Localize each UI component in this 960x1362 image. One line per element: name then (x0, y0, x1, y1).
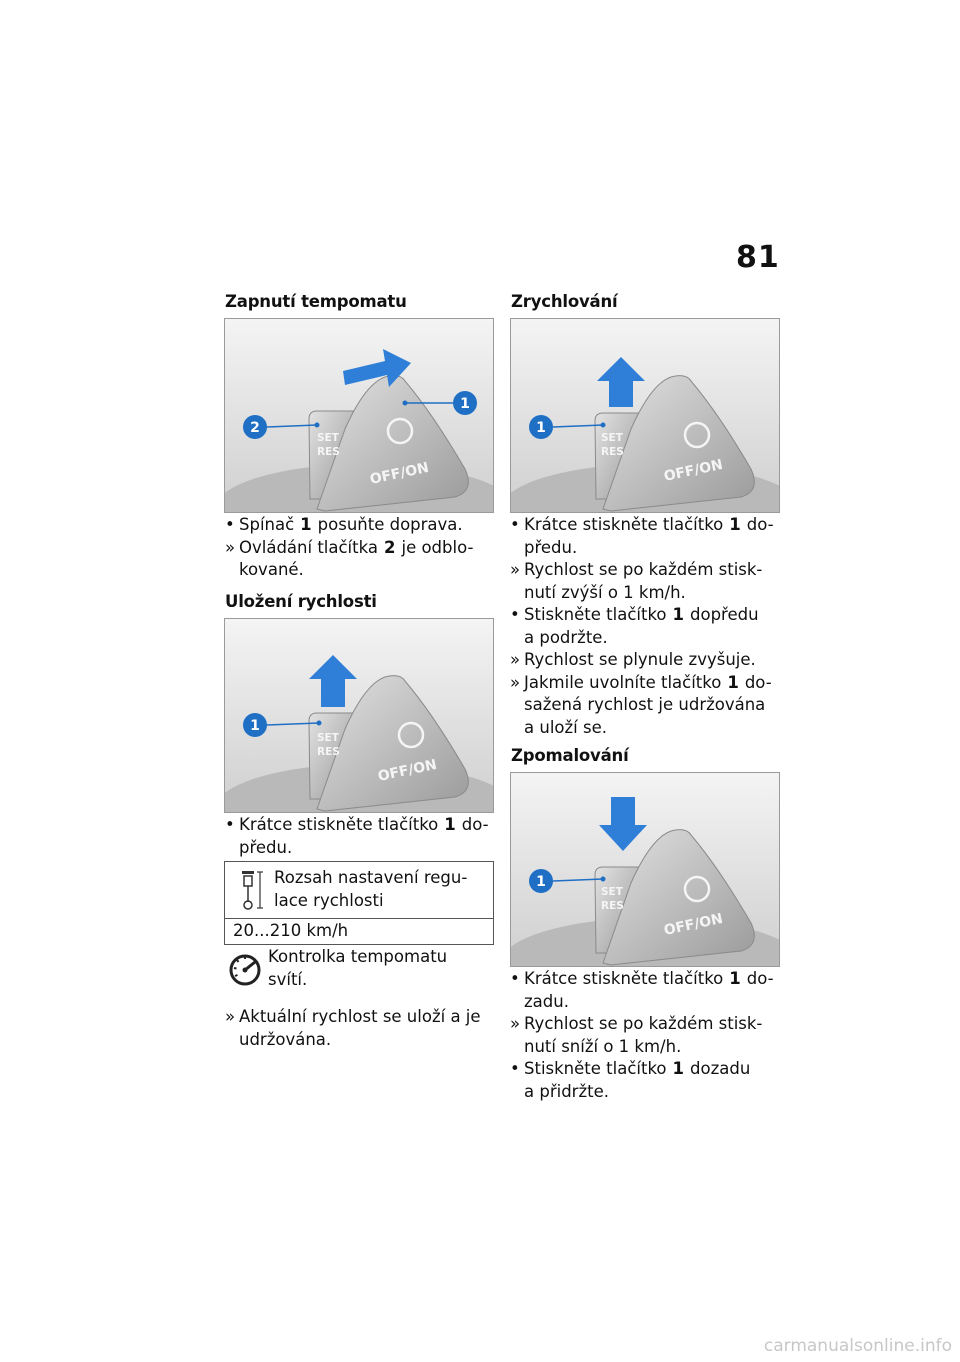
watermark-link[interactable]: carmanualsonline.info (763, 1336, 952, 1356)
table-header-row (225, 862, 493, 919)
switch-illustration (511, 773, 779, 966)
cruise-control-indicator-icon (227, 951, 263, 991)
page-number: 81 (736, 240, 780, 275)
zpomalovani-steps (510, 968, 785, 1103)
speed-range-icon (239, 868, 265, 912)
section-title-zrychlovani: Zrychlování (511, 292, 618, 311)
list-item: » Rychlost se po každém stisk- (510, 1014, 763, 1033)
list-item: • Krátce stiskněte tlačítko 1 do- (510, 515, 774, 534)
switch-illustration (225, 619, 493, 812)
offon-label: OFF/ON (376, 756, 439, 785)
section-title-ulozeni: Uložení rychlosti (225, 592, 377, 611)
figure-zapnuti (224, 318, 494, 513)
list-item: » Aktuální rychlost se uloží a je (225, 1007, 481, 1026)
list-item: udržována. (239, 1029, 332, 1049)
svg-text:1: 1 (536, 420, 546, 436)
list-item: nutí zvýší o 1 km/h. (524, 582, 686, 602)
list-item: a uloží se. (524, 717, 607, 737)
switch-illustration (225, 319, 493, 512)
list-item: • Spínač 1 posuňte doprava. (225, 515, 463, 534)
offon-label: OFF/ON (662, 456, 725, 485)
list-item: • Krátce stiskněte tlačítko 1 do- (225, 815, 489, 834)
ulozeni-steps (225, 814, 495, 859)
set-label: SET (317, 432, 339, 444)
res-label: RES (601, 446, 624, 458)
offon-label: OFF/ON (662, 910, 725, 939)
table-value: 20...210 km/h (233, 921, 349, 940)
indicator-text: Kontrolka tempomatu svítí. (268, 947, 448, 989)
figure-zrychlovani (510, 318, 780, 513)
list-item: předu. (524, 537, 578, 557)
res-label: RES (317, 446, 340, 458)
res-label: RES (317, 746, 340, 758)
ulozeni-result (225, 1006, 495, 1051)
figure-ulozeni (224, 618, 494, 813)
figure-zpomalovani (510, 772, 780, 967)
svg-text:2: 2 (250, 420, 260, 436)
list-item: nutí sníží o 1 km/h. (524, 1036, 682, 1056)
zrychlovani-steps (510, 514, 785, 739)
list-item: kované. (239, 560, 304, 579)
list-item: » Ovládání tlačítka 2 je odblo- (225, 537, 474, 557)
speed-range-table (224, 861, 494, 945)
res-label: RES (601, 900, 624, 912)
svg-text:1: 1 (460, 396, 470, 412)
list-item: sažená rychlost je udržována (524, 695, 766, 714)
list-item: předu. (239, 837, 293, 857)
zapnuti-steps (225, 514, 495, 582)
list-item: • Krátce stiskněte tlačítko 1 do- (510, 969, 774, 988)
set-label: SET (601, 886, 623, 898)
table-header-line: Rozsah nastavení regu- (274, 868, 468, 887)
list-item: » Rychlost se plynule zvyšuje. (510, 650, 756, 669)
list-item: » Jakmile uvolníte tlačítko 1 do- (510, 672, 772, 692)
list-item: » Rychlost se po každém stisk- (510, 560, 763, 579)
list-item: • Stiskněte tlačítko 1 dopředu (510, 605, 759, 624)
set-label: SET (601, 432, 623, 444)
set-label: SET (317, 732, 339, 744)
list-item: • Stiskněte tlačítko 1 dozadu (510, 1059, 751, 1078)
offon-label: OFF/ON (368, 459, 431, 488)
section-title-zpomalovani: Zpomalování (511, 746, 629, 765)
list-item: a přidržte. (524, 1081, 609, 1101)
section-title-zapnuti: Zapnutí tempomatu (225, 292, 407, 311)
list-item: a podržte. (524, 627, 608, 647)
switch-illustration (511, 319, 779, 512)
table-header-line: lace rychlosti (274, 890, 384, 910)
list-item: zadu. (524, 991, 569, 1011)
svg-text:1: 1 (250, 718, 260, 734)
svg-text:1: 1 (536, 874, 546, 890)
